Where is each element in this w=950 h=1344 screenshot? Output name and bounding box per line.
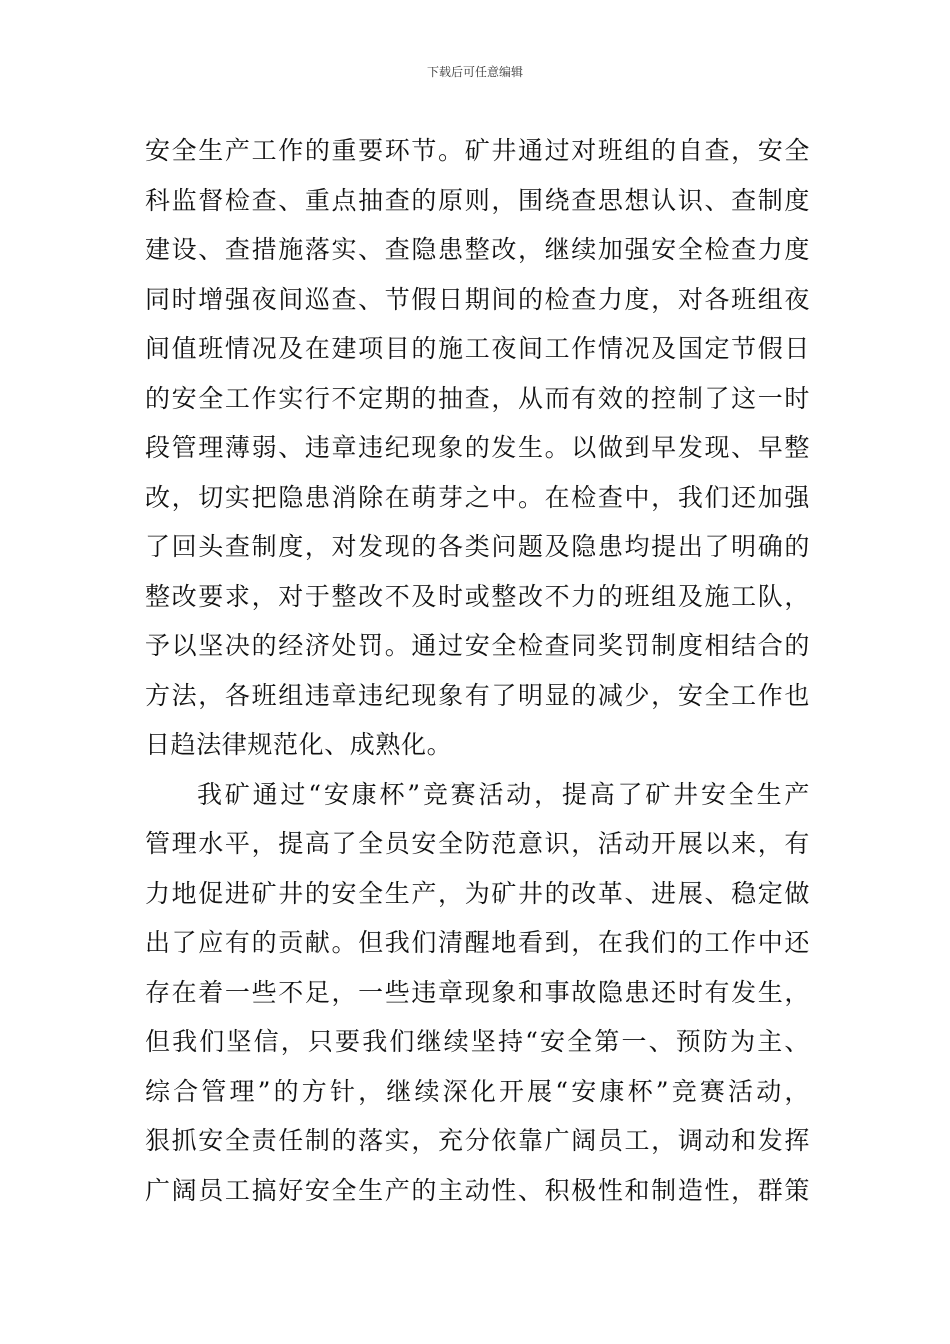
text-line: 整改要求，对于整改不及时或整改不力的班组及施工队， bbox=[145, 581, 810, 611]
text-line: 段管理薄弱、违章违纪现象的发生。以做到早发现、早整 bbox=[145, 433, 810, 462]
text-line: 力地促进矿井的安全生产，为矿井的改革、进展、稳定做 bbox=[145, 878, 810, 908]
text-line: 间值班情况及在建项目的施工夜间工作情况及国定节假日 bbox=[145, 334, 810, 363]
text-line: 出了应有的贡献。但我们清醒地看到，在我们的工作中还 bbox=[145, 928, 810, 957]
paragraph bbox=[145, 770, 810, 1216]
text-line: 广阔员工搞好安全生产的主动性、积极性和制造性，群策 bbox=[145, 1175, 810, 1205]
text-line: 存在着一些不足，一些违章现象和事故隐患还时有发生， bbox=[145, 977, 810, 1007]
text-line: 但我们坚信，只要我们继续坚持“安全第一、预防为主、 bbox=[145, 1027, 810, 1056]
text-line: 同时增强夜间巡查、节假日期间的检查力度，对各班组夜 bbox=[145, 284, 810, 314]
text-line: 安全生产工作的重要环节。矿井通过对班组的自查，安全 bbox=[145, 136, 810, 165]
document-body bbox=[145, 126, 810, 1215]
text-line: 综合管理”的方针，继续深化开展“安康杯”竞赛活动， bbox=[145, 1076, 810, 1106]
text-line: 方法，各班组违章违纪现象有了明显的减少，安全工作也 bbox=[145, 680, 810, 710]
text-line: 予以坚决的经济处罚。通过安全检查同奖罚制度相结合的 bbox=[145, 631, 810, 660]
text-line: 的安全工作实行不定期的抽查，从而有效的控制了这一时 bbox=[145, 383, 810, 413]
text-line: 日趋法律规范化、成熟化。 bbox=[145, 730, 453, 759]
paragraph bbox=[145, 126, 810, 770]
text-line: 建设、查措施落实、查隐患整改，继续加强安全检查力度 bbox=[145, 235, 810, 264]
text-line: 管理水平，提高了全员安全防范意识，活动开展以来，有 bbox=[145, 829, 810, 858]
text-line: 科监督检查、重点抽查的原则，围绕查思想认识、查制度 bbox=[145, 185, 810, 215]
page-header: 下载后可任意编辑 bbox=[426, 65, 523, 79]
text-line: 改，切实把隐患消除在萌芽之中。在检查中，我们还加强 bbox=[145, 482, 810, 512]
text-line: 我矿通过“安康杯”竞赛活动，提高了矿井安全生产 bbox=[197, 779, 810, 809]
text-line: 了回头查制度，对发现的各类问题及隐患均提出了明确的 bbox=[145, 532, 810, 561]
text-line: 狠抓安全责任制的落实，充分依靠广阔员工，调动和发挥 bbox=[145, 1126, 810, 1155]
